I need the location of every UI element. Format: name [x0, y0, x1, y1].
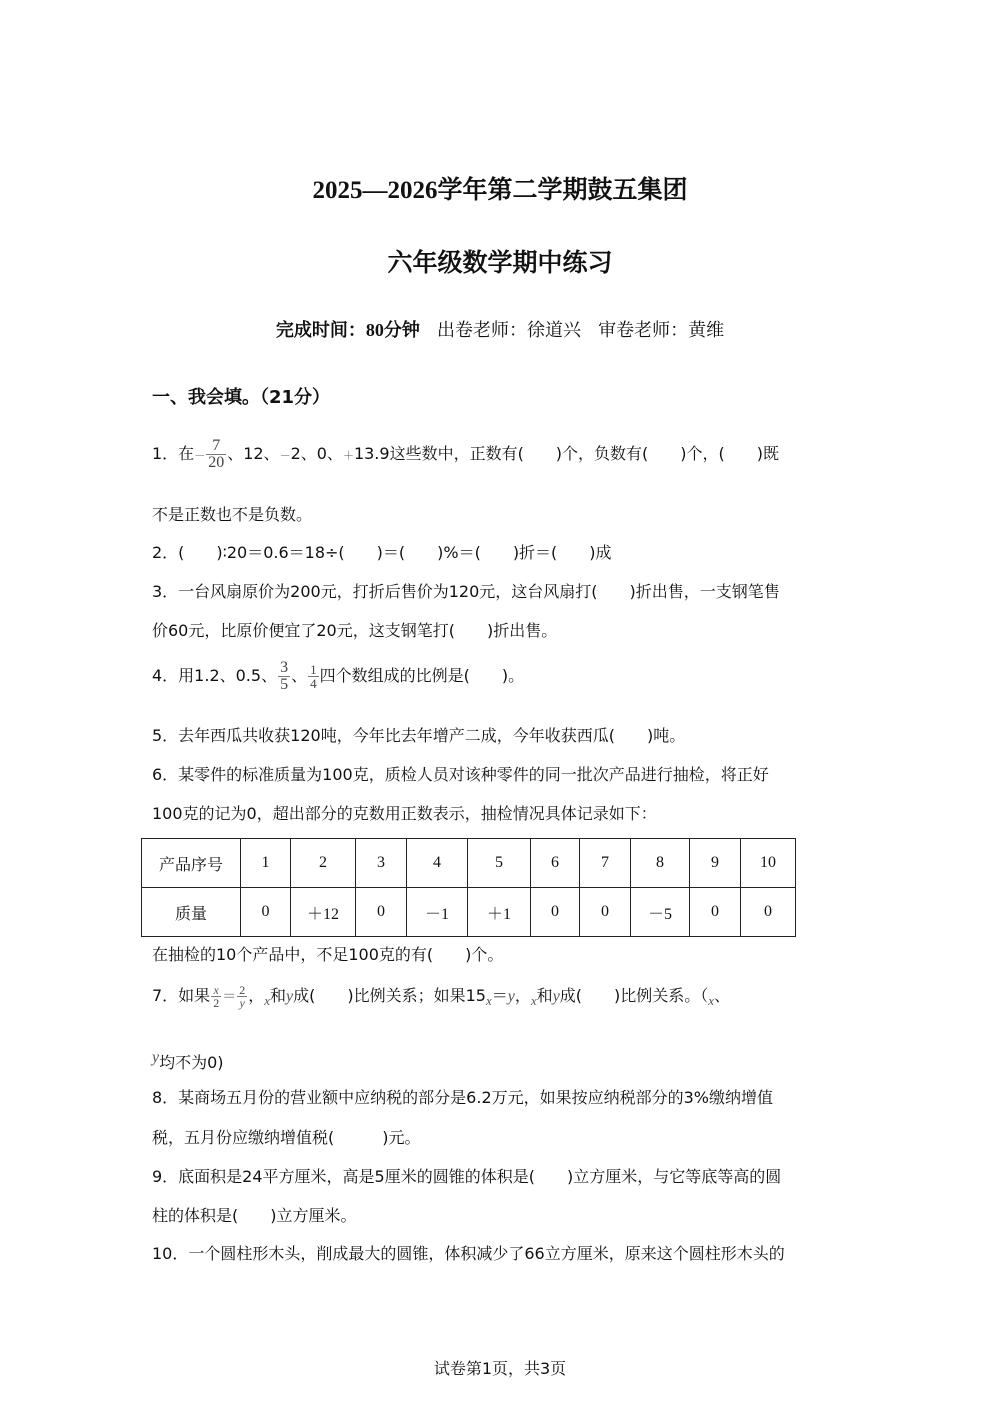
q4-separator: 、: [291, 666, 308, 685]
q1-minus-sign-2: －: [279, 449, 291, 462]
q7-var-y: y: [152, 1049, 160, 1066]
table-cell: 9: [690, 839, 741, 888]
q7-fraction-a: [211, 984, 221, 1009]
q1-frac-den: 20: [208, 454, 225, 471]
q7-part3: ，: [514, 986, 531, 1005]
q1-part4: 13.9这些数中，正数有( )个，负数有( )个，( )既: [353, 444, 780, 463]
question-6-after-table: 在抽检的10个产品中，不足100克的有( )个。: [152, 945, 504, 964]
question-5: 5．去年西瓜共收获120吨，今年比去年增产二成，今年收获西瓜( )吨。: [152, 726, 686, 745]
exam-title-line1: 2025—2026学年第二学期鼓五集团: [312, 177, 688, 204]
table-cell: ＋12: [291, 888, 356, 937]
q7-var-x: x: [708, 993, 715, 1008]
table-cell: 2: [291, 839, 356, 888]
q4-prefix: 4．用1.2、0.5、: [152, 666, 278, 685]
table-cell: 0: [531, 888, 580, 937]
table-cell: 3: [356, 839, 407, 888]
q7-equals-2: ＝: [491, 986, 508, 1005]
table-row-header: 质量: [142, 888, 241, 937]
q7-fraction-b: [237, 984, 247, 1009]
table-cell: 4: [407, 839, 468, 888]
q7-fb-den: y: [239, 996, 245, 1010]
q7-part1: ，: [248, 986, 265, 1005]
table-cell: 5: [468, 839, 531, 888]
q7-var-y: y: [507, 988, 515, 1005]
question-3-line1: 3．一台风扇原价为200元，打折后售价为120元，这台风扇打( )折出售，一支钢笔售: [152, 582, 780, 601]
question-7-line2: [152, 1047, 224, 1074]
q1-fraction: [206, 438, 226, 471]
table-cell: 0: [356, 888, 407, 937]
question-7: [152, 984, 730, 1012]
q7-var-x: x: [485, 993, 492, 1008]
table-row: [142, 839, 796, 888]
q4-f2-num: 1: [310, 662, 317, 677]
table-cell: 7: [580, 839, 631, 888]
exam-title-line2: 六年级数学期中练习: [387, 248, 613, 277]
question-1: [152, 438, 779, 471]
q7-var-x: x: [264, 993, 270, 1008]
question-6-line1: 6．某零件的标准质量为100克，质检人员对该种零件的同一批次产品进行抽检，将正好: [152, 765, 769, 784]
table-cell: 6: [531, 839, 580, 888]
question-8-line1: 8．某商场五月份的营业额中应纳税的部分是6.2万元，如果按应纳税部分的3%缴纳增值: [152, 1088, 774, 1107]
question-2: 2．( )∶20＝0.6＝18÷( )＝( )%＝( )折＝( )成: [152, 543, 612, 562]
q7-var-y: y: [552, 988, 560, 1005]
quality-table: [141, 838, 796, 937]
q7-line2-suffix: 均不为0): [159, 1053, 224, 1072]
q1-minus-sign: －: [194, 449, 206, 462]
section-heading: 一、我会填。（21分）: [152, 387, 331, 408]
q1-plus-sign: ＋: [342, 449, 354, 462]
table-cell: ＋1: [468, 888, 531, 937]
q4-fraction-2: [308, 663, 319, 690]
q7-equals: ＝: [222, 989, 237, 1005]
table-cell: －1: [407, 888, 468, 937]
question-9-line1: 9．底面积是24平方厘米，高是5厘米的圆锥的体积是( )立方厘米，与它等底等高的圆: [152, 1167, 782, 1186]
meta-time-label: 完成时间：: [275, 320, 366, 341]
q7-var-y: y: [286, 988, 294, 1005]
q1-prefix: 1．在: [152, 444, 195, 463]
meta-time-value: 80分钟: [365, 320, 420, 340]
q7-and: 和: [269, 986, 286, 1005]
q4-fraction-1: [278, 660, 290, 693]
table-cell: 10: [741, 839, 796, 888]
q7-fa-den: 2: [213, 996, 220, 1010]
meta-teacher: 出卷老师：徐道兴: [437, 320, 581, 341]
table-cell: 8: [631, 839, 690, 888]
q1-part2: 、12、: [227, 444, 280, 463]
q7-part4: 成( )比例关系。（: [559, 986, 709, 1005]
table-cell: 0: [741, 888, 796, 937]
exam-meta: [0, 316, 1000, 342]
question-6-line2: 100克的记为0，超出部分的克数用正数表示，抽检情况具体记录如下：: [152, 804, 657, 823]
page-footer: 试卷第1页，共3页: [433, 1359, 567, 1378]
q7-and: 和: [536, 986, 553, 1005]
q4-f2-den: 4: [310, 676, 317, 691]
question-9-line2: 柱的体积是( )立方厘米。: [152, 1206, 357, 1225]
table-cell: －5: [631, 888, 690, 937]
question-3-line2: 价60元，比原价便宜了20元，这支钢笔打( )折出售。: [152, 621, 558, 640]
question-4: [152, 660, 524, 693]
q1-frac-num: 7: [206, 438, 226, 455]
q4-f1-den: 5: [280, 676, 289, 693]
q7-prefix: 7．如果: [152, 986, 211, 1005]
q7-part2: 成( )比例关系；如果15: [293, 986, 486, 1005]
table-row: [142, 888, 796, 937]
q4-f1-num: 3: [280, 659, 289, 676]
q4-suffix: 四个数组成的比例是( )。: [319, 666, 525, 685]
table-cell: 0: [241, 888, 291, 937]
meta-reviewer: 审卷老师：黄维: [598, 320, 725, 341]
question-1-line2: 不是正数也不是负数。: [152, 505, 313, 524]
question-8-line2: 税，五月份应缴纳增值税( )元。: [152, 1128, 421, 1147]
question-10-line1: 10．一个圆柱形木头，削成最大的圆锥，体积减少了66立方厘米，原来这个圆柱形木头的: [152, 1244, 785, 1263]
table-cell: 0: [690, 888, 741, 937]
q7-fb-num: 2: [239, 983, 246, 997]
q7-comma: 、: [714, 986, 731, 1005]
q7-fa-num: x: [211, 984, 221, 997]
table-cell: 0: [580, 888, 631, 937]
table-cell: 1: [241, 839, 291, 888]
table-row-header: 产品序号: [142, 839, 241, 888]
q1-part3: 2、0、: [290, 444, 343, 463]
q7-var-x: x: [530, 993, 537, 1008]
